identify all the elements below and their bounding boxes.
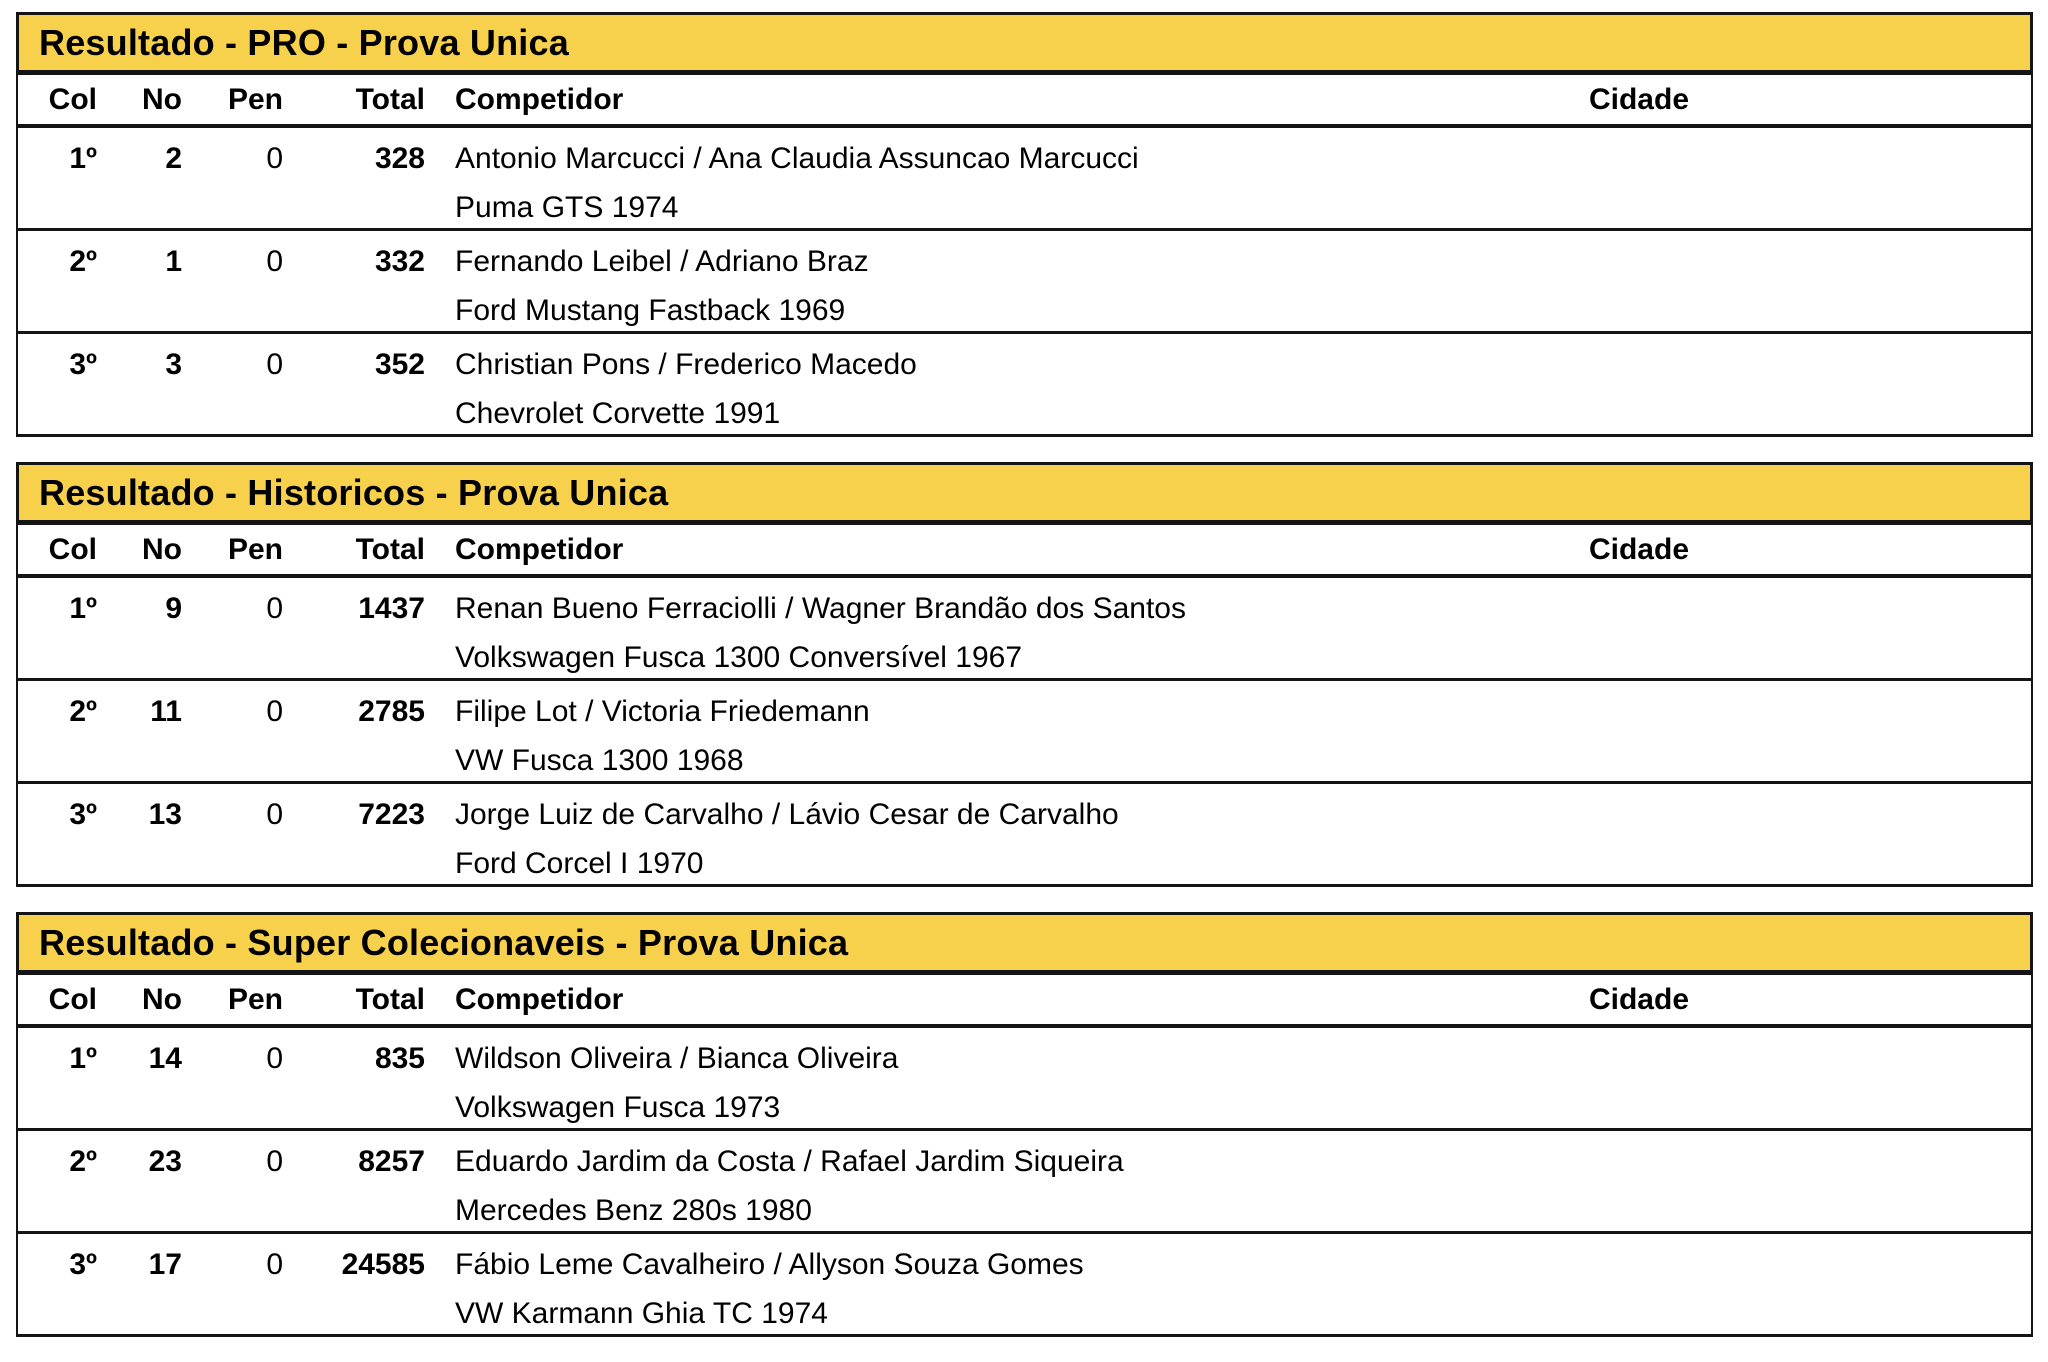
vehicle-name: Volkswagen Fusca 1300 Conversível 1967 (455, 641, 1023, 674)
column-header-pen: Pen (227, 533, 283, 566)
table-header-row (18, 75, 2031, 128)
competitor-cell (425, 334, 1247, 438)
position-cell: 2º (69, 695, 97, 728)
column-header-pen: Pen (227, 983, 283, 1016)
city-cell (1247, 128, 2031, 232)
city-cell (1247, 681, 2031, 785)
competitor-name: Wildson Oliveira / Bianca Oliveira (455, 1042, 899, 1075)
total-cell: 1437 (358, 592, 425, 625)
table-body (16, 525, 2033, 887)
city-cell (1247, 1028, 2031, 1132)
car-number-cell: 23 (148, 1145, 182, 1178)
column-header-col: Col (48, 83, 97, 116)
result-table (16, 912, 2033, 1337)
penalty-cell: 0 (266, 1145, 283, 1178)
competitor-name: Fernando Leibel / Adriano Braz (455, 245, 869, 278)
competitor-name: Jorge Luiz de Carvalho / Lávio Cesar de Carvalho (455, 798, 1119, 831)
competitor-cell (425, 578, 1247, 682)
position-cell: 3º (69, 798, 97, 831)
column-header-cidade: Cidade (1588, 533, 1690, 566)
vehicle-name: VW Karmann Ghia TC 1974 (455, 1297, 828, 1330)
city-cell (1247, 1234, 2031, 1338)
table-title-bar (16, 12, 2033, 75)
column-header-total: Total (355, 983, 425, 1016)
position-cell: 1º (69, 142, 97, 175)
table-title: Resultado - PRO - Prova Unica (39, 21, 569, 63)
result-row (18, 128, 2031, 231)
position-cell: 3º (69, 1248, 97, 1281)
city-cell (1247, 784, 2031, 888)
result-table (16, 12, 2033, 437)
table-header-row (18, 525, 2031, 578)
table-title-bar (16, 912, 2033, 975)
vehicle-name: Ford Corcel I 1970 (455, 847, 704, 880)
city-cell (1247, 231, 2031, 335)
table-title: Resultado - Historicos - Prova Unica (39, 471, 669, 513)
column-header-no: No (142, 983, 182, 1016)
table-title-bar (16, 462, 2033, 525)
total-cell: 8257 (358, 1145, 425, 1178)
competitor-name: Fábio Leme Cavalheiro / Allyson Souza Gomes (455, 1248, 1084, 1281)
competitor-cell (425, 1234, 1247, 1338)
vehicle-name: Chevrolet Corvette 1991 (455, 397, 781, 430)
city-cell (1247, 578, 2031, 682)
competitor-name: Antonio Marcucci / Ana Claudia Assuncao Marcucci (455, 142, 1139, 175)
competitor-cell (425, 681, 1247, 785)
vehicle-name: Volkswagen Fusca 1973 (455, 1091, 781, 1124)
position-cell: 3º (69, 348, 97, 381)
car-number-cell: 13 (148, 798, 182, 831)
competitor-name: Eduardo Jardim da Costa / Rafael Jardim Siqueira (455, 1145, 1124, 1178)
result-row (18, 1131, 2031, 1234)
total-cell: 835 (374, 1042, 425, 1075)
result-row (18, 784, 2031, 887)
column-header-col: Col (48, 983, 97, 1016)
table-body (16, 975, 2033, 1337)
competitor-cell (425, 1131, 1247, 1235)
table-title: Resultado - Super Colecionaveis - Prova Unica (39, 921, 849, 963)
city-cell (1247, 334, 2031, 438)
position-cell: 2º (69, 1145, 97, 1178)
total-cell: 7223 (358, 798, 425, 831)
vehicle-name: Mercedes Benz 280s 1980 (455, 1194, 812, 1227)
table-body (16, 75, 2033, 437)
column-header-cidade: Cidade (1588, 83, 1690, 116)
competitor-cell (425, 231, 1247, 335)
column-header-cidade: Cidade (1588, 983, 1690, 1016)
competitor-name: Christian Pons / Frederico Macedo (455, 348, 917, 381)
result-row (18, 1234, 2031, 1337)
column-header-total: Total (355, 83, 425, 116)
car-number-cell: 2 (165, 142, 182, 175)
position-cell: 1º (69, 592, 97, 625)
column-header-competidor: Competidor (455, 83, 624, 116)
car-number-cell: 1 (165, 245, 182, 278)
vehicle-name: Puma GTS 1974 (455, 191, 679, 224)
result-row (18, 231, 2031, 334)
competitor-cell (425, 784, 1247, 888)
result-row (18, 578, 2031, 681)
penalty-cell: 0 (266, 1042, 283, 1075)
vehicle-name: VW Fusca 1300 1968 (455, 744, 744, 777)
penalty-cell: 0 (266, 1248, 283, 1281)
car-number-cell: 14 (148, 1042, 182, 1075)
penalty-cell: 0 (266, 245, 283, 278)
competitor-cell (425, 1028, 1247, 1132)
result-row (18, 334, 2031, 437)
competitor-name: Filipe Lot / Victoria Friedemann (455, 695, 870, 728)
column-header-no: No (142, 533, 182, 566)
penalty-cell: 0 (266, 348, 283, 381)
position-cell: 2º (69, 245, 97, 278)
penalty-cell: 0 (266, 592, 283, 625)
column-header-pen: Pen (227, 83, 283, 116)
car-number-cell: 9 (165, 592, 182, 625)
position-cell: 1º (69, 1042, 97, 1075)
car-number-cell: 17 (148, 1248, 182, 1281)
competitor-cell (425, 128, 1247, 232)
city-cell (1247, 1131, 2031, 1235)
column-header-competidor: Competidor (455, 983, 624, 1016)
car-number-cell: 3 (165, 348, 182, 381)
vehicle-name: Ford Mustang Fastback 1969 (455, 294, 846, 327)
penalty-cell: 0 (266, 798, 283, 831)
car-number-cell: 11 (150, 695, 182, 728)
results-page (16, 12, 2033, 1362)
total-cell: 24585 (341, 1248, 425, 1281)
total-cell: 2785 (358, 695, 425, 728)
column-header-competidor: Competidor (455, 533, 624, 566)
total-cell: 352 (374, 348, 425, 381)
result-table (16, 462, 2033, 887)
column-header-total: Total (355, 533, 425, 566)
table-header-row (18, 975, 2031, 1028)
result-row (18, 681, 2031, 784)
total-cell: 332 (374, 245, 425, 278)
competitor-name: Renan Bueno Ferraciolli / Wagner Brandão dos Santos (455, 592, 1186, 625)
total-cell: 328 (374, 142, 425, 175)
column-header-col: Col (48, 533, 97, 566)
column-header-no: No (142, 83, 182, 116)
penalty-cell: 0 (266, 142, 283, 175)
result-row (18, 1028, 2031, 1131)
penalty-cell: 0 (266, 695, 283, 728)
